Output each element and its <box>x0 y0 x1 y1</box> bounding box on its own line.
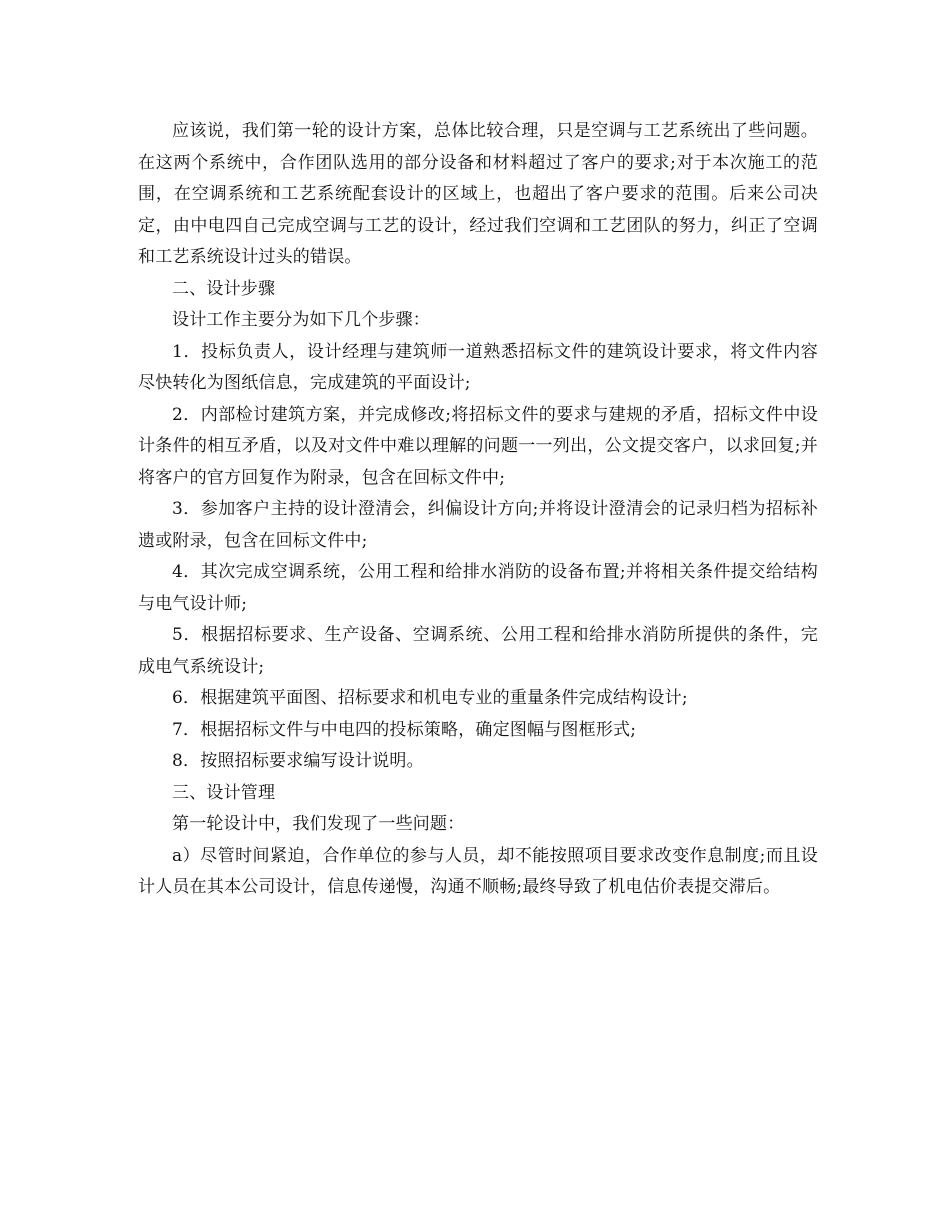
document-body <box>138 116 818 904</box>
step-item-8: 8．按照招标要求编写设计说明。 <box>172 751 424 771</box>
paragraph-issues-intro: 第一轮设计中，我们发现了一些问题： <box>172 814 465 834</box>
section-heading-design-management: 三、设计管理 <box>172 782 276 803</box>
step-item-6: 6．根据建筑平面图、招标要求和机电专业的重量条件完成结构设计; <box>172 688 688 708</box>
step-item-5: 5．根据招标要求、生产设备、空调系统、公用工程和给排水消防所提供的条件，完成电气系统设计; <box>138 625 818 677</box>
step-item-7: 7．根据招标文件与中电四的投标策略，确定图幅与图框形式; <box>172 719 637 740</box>
section-heading-design-steps: 二、设计步骤 <box>172 278 276 299</box>
step-item-2: 2．内部检讨建筑方案，并完成修改;将招标文件的要求与建规的矛盾，招标文件中设计条件的相互矛盾，以及对文件中难以理解的问题一一列出，公文提交客户，以求回复;并将客户的官方回复作为附录，包含在回标文件中; <box>138 404 818 488</box>
step-item-4: 4．其次完成空调系统，公用工程和给排水消防的设备布置;并将相关条件提交给结构与电气设计师; <box>138 562 818 614</box>
paragraph-steps-intro: 设计工作主要分为如下几个步骤： <box>172 310 430 330</box>
step-item-3: 3．参加客户主持的设计澄清会，纠偏设计方向;并将设计澄清会的记录归档为招标补遗或附录，包含在回标文件中; <box>138 499 818 551</box>
step-item-1: 1．投标负责人，设计经理与建筑师一道熟悉招标文件的建筑设计要求，将文件内容尽快转化为图纸信息，完成建筑的平面设计; <box>138 341 818 393</box>
paragraph-design-review: 应该说，我们第一轮的设计方案，总体比较合理，只是空调与工艺系统出了些问题。在这两个系统中，合作团队选用的部分设备和材料超过了客户的要求;对于本次施工的范围，在空调系统和工艺系统配套设计的区域上，也超出了客户要求的范围。后来公司决定，由中电四自己完成空调与工艺的设计，经过我们空调和工艺团队的努力，纠正了空调和工艺系统设计过头的错误。 <box>138 121 818 267</box>
issue-item-a: a）尽管时间紧迫，合作单位的参与人员，却不能按照项目要求改变作息制度;而且设计人员在其本公司设计，信息传递慢，沟通不顺畅;最终导致了机电估价表提交滞后。 <box>138 845 818 897</box>
